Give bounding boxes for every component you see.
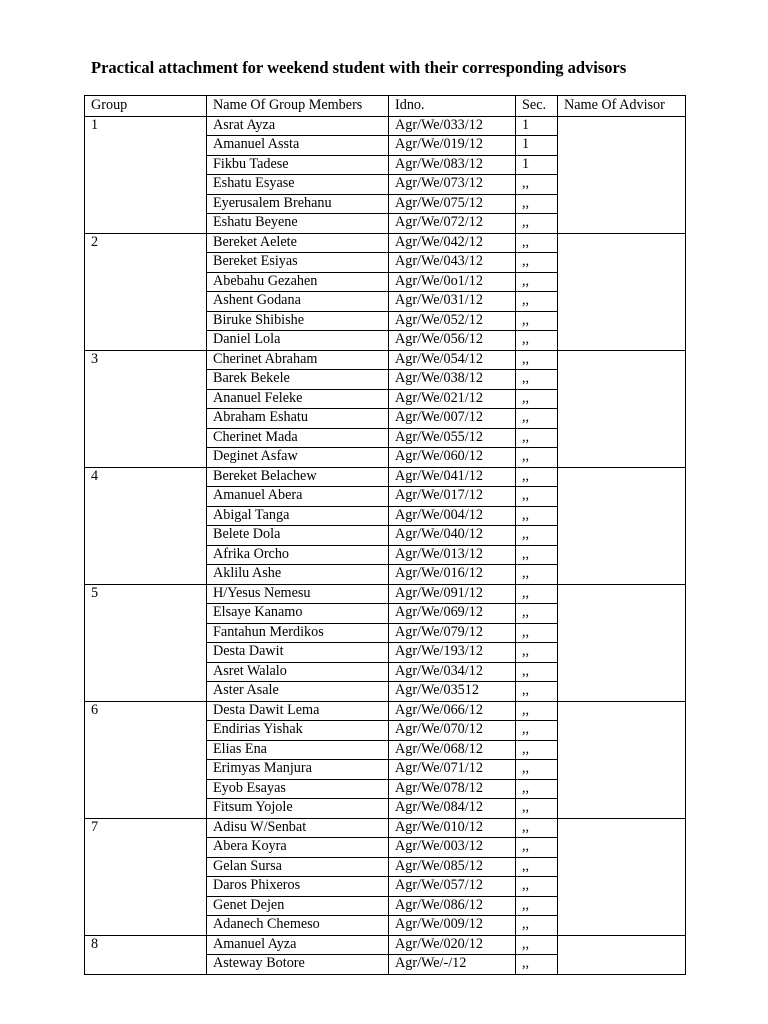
table-row — [85, 292, 686, 312]
member-section: 1 — [516, 155, 558, 175]
advisor-name — [558, 662, 686, 682]
member-idno: Agr/We/052/12 — [389, 311, 516, 331]
advisor-name — [558, 799, 686, 819]
member-idno: Agr/We/0o1/12 — [389, 272, 516, 292]
advisor-name — [558, 272, 686, 292]
table-row — [85, 623, 686, 643]
table-row — [85, 760, 686, 780]
member-name: Elsaye Kanamo — [207, 604, 389, 624]
member-section: ,, — [516, 428, 558, 448]
member-section: ,, — [516, 487, 558, 507]
advisor-name — [558, 175, 686, 195]
table-row — [85, 448, 686, 468]
group-number: 8 — [85, 935, 207, 955]
member-name: Afrika Orcho — [207, 545, 389, 565]
member-section: ,, — [516, 467, 558, 487]
table-row — [85, 155, 686, 175]
group-number — [85, 214, 207, 234]
member-section: ,, — [516, 292, 558, 312]
member-name: Bereket Belachew — [207, 467, 389, 487]
table-row — [85, 779, 686, 799]
member-idno: Agr/We/091/12 — [389, 584, 516, 604]
advisor-name — [558, 116, 686, 136]
member-name: Fantahun Merdikos — [207, 623, 389, 643]
member-section: ,, — [516, 838, 558, 858]
member-idno: Agr/We/004/12 — [389, 506, 516, 526]
page-title: Practical attachment for weekend student with their corresponding advisors — [91, 58, 627, 77]
member-section: ,, — [516, 370, 558, 390]
group-number — [85, 448, 207, 468]
member-section: ,, — [516, 175, 558, 195]
member-idno: Agr/We/03512 — [389, 682, 516, 702]
group-number — [85, 623, 207, 643]
member-section: ,, — [516, 448, 558, 468]
member-section: ,, — [516, 701, 558, 721]
table-body — [85, 116, 686, 974]
table-row — [85, 350, 686, 370]
member-idno: Agr/We/070/12 — [389, 721, 516, 741]
member-name: Desta Dawit Lema — [207, 701, 389, 721]
member-name: Barek Bekele — [207, 370, 389, 390]
group-number — [85, 857, 207, 877]
group-number — [85, 370, 207, 390]
table-row — [85, 916, 686, 936]
member-name: Fikbu Tadese — [207, 155, 389, 175]
group-number: 5 — [85, 584, 207, 604]
table-row — [85, 877, 686, 897]
table-row — [85, 955, 686, 975]
advisor-name — [558, 526, 686, 546]
header-name: Name Of Group Members — [207, 96, 389, 117]
member-section: ,, — [516, 272, 558, 292]
member-idno: Agr/We/078/12 — [389, 779, 516, 799]
table-row — [85, 896, 686, 916]
advisor-name — [558, 877, 686, 897]
group-number — [85, 136, 207, 156]
member-name: Eshatu Beyene — [207, 214, 389, 234]
member-idno: Agr/We/031/12 — [389, 292, 516, 312]
member-name: Cherinet Mada — [207, 428, 389, 448]
advisor-name — [558, 935, 686, 955]
group-number — [85, 389, 207, 409]
table-row — [85, 799, 686, 819]
group-number — [85, 194, 207, 214]
group-number — [85, 760, 207, 780]
member-section: ,, — [516, 389, 558, 409]
member-idno: Agr/We/034/12 — [389, 662, 516, 682]
member-section: ,, — [516, 799, 558, 819]
member-idno: Agr/We/193/12 — [389, 643, 516, 663]
group-number — [85, 799, 207, 819]
member-idno: Agr/We/055/12 — [389, 428, 516, 448]
table-row — [85, 136, 686, 156]
member-section: ,, — [516, 526, 558, 546]
table-row — [85, 701, 686, 721]
group-number — [85, 331, 207, 351]
member-section: ,, — [516, 721, 558, 741]
group-number: 2 — [85, 233, 207, 253]
group-number — [85, 292, 207, 312]
group-number — [85, 311, 207, 331]
member-section: ,, — [516, 935, 558, 955]
advisor-name — [558, 955, 686, 975]
header-sec: Sec. — [516, 96, 558, 117]
member-section: ,, — [516, 409, 558, 429]
member-idno: Agr/We/084/12 — [389, 799, 516, 819]
member-section: ,, — [516, 682, 558, 702]
member-name: Adisu W/Senbat — [207, 818, 389, 838]
group-number — [85, 409, 207, 429]
table-row — [85, 194, 686, 214]
group-number — [85, 487, 207, 507]
table-row — [85, 682, 686, 702]
group-number — [85, 955, 207, 975]
member-section: 1 — [516, 136, 558, 156]
advisor-name — [558, 136, 686, 156]
group-number — [85, 721, 207, 741]
member-name: Abera Koyra — [207, 838, 389, 858]
advisor-name — [558, 623, 686, 643]
member-section: ,, — [516, 760, 558, 780]
member-idno: Agr/We/003/12 — [389, 838, 516, 858]
member-idno: Agr/We/010/12 — [389, 818, 516, 838]
advisor-name — [558, 565, 686, 585]
table-row — [85, 175, 686, 195]
advisor-name — [558, 467, 686, 487]
header-group: Group — [85, 96, 207, 117]
member-section: ,, — [516, 565, 558, 585]
member-name: Abraham Eshatu — [207, 409, 389, 429]
member-section: ,, — [516, 818, 558, 838]
member-name: Endirias Yishak — [207, 721, 389, 741]
member-idno: Agr/We/054/12 — [389, 350, 516, 370]
member-name: Daros Phixeros — [207, 877, 389, 897]
member-name: H/Yesus Nemesu — [207, 584, 389, 604]
table-row — [85, 818, 686, 838]
member-section: ,, — [516, 740, 558, 760]
advisor-name — [558, 409, 686, 429]
member-section: 1 — [516, 116, 558, 136]
member-idno: Agr/We/068/12 — [389, 740, 516, 760]
advisor-name — [558, 740, 686, 760]
member-name: Asret Walalo — [207, 662, 389, 682]
member-idno: Agr/We/013/12 — [389, 545, 516, 565]
member-idno: Agr/We/072/12 — [389, 214, 516, 234]
member-idno: Agr/We/007/12 — [389, 409, 516, 429]
member-idno: Agr/We/066/12 — [389, 701, 516, 721]
advisor-name — [558, 292, 686, 312]
table-row — [85, 370, 686, 390]
member-section: ,, — [516, 643, 558, 663]
advisor-name — [558, 370, 686, 390]
member-section: ,, — [516, 779, 558, 799]
table-row — [85, 331, 686, 351]
member-section: ,, — [516, 623, 558, 643]
table-row — [85, 838, 686, 858]
member-name: Eyob Esayas — [207, 779, 389, 799]
member-idno: Agr/We/069/12 — [389, 604, 516, 624]
table-row — [85, 428, 686, 448]
advisor-name — [558, 857, 686, 877]
group-number — [85, 253, 207, 273]
member-name: Genet Dejen — [207, 896, 389, 916]
member-name: Desta Dawit — [207, 643, 389, 663]
member-idno: Agr/We/021/12 — [389, 389, 516, 409]
member-section: ,, — [516, 877, 558, 897]
member-section: ,, — [516, 604, 558, 624]
member-name: Fitsum Yojole — [207, 799, 389, 819]
table-row — [85, 935, 686, 955]
member-idno: Agr/We/042/12 — [389, 233, 516, 253]
group-number — [85, 506, 207, 526]
advisor-name — [558, 721, 686, 741]
header-row — [85, 96, 686, 117]
group-number — [85, 565, 207, 585]
table-row — [85, 740, 686, 760]
group-number — [85, 272, 207, 292]
member-idno: Agr/We/040/12 — [389, 526, 516, 546]
group-number — [85, 175, 207, 195]
member-name: Amanuel Ayza — [207, 935, 389, 955]
advisor-name — [558, 682, 686, 702]
member-section: ,, — [516, 331, 558, 351]
member-section: ,, — [516, 350, 558, 370]
table-row — [85, 604, 686, 624]
group-number — [85, 643, 207, 663]
table-row — [85, 409, 686, 429]
advisor-name — [558, 760, 686, 780]
member-name: Abigal Tanga — [207, 506, 389, 526]
advisor-name — [558, 604, 686, 624]
member-idno: Agr/We/085/12 — [389, 857, 516, 877]
advisor-name — [558, 584, 686, 604]
member-name: Adanech Chemeso — [207, 916, 389, 936]
group-number — [85, 838, 207, 858]
member-name: Bereket Esiyas — [207, 253, 389, 273]
group-number — [85, 526, 207, 546]
member-name: Bereket Aelete — [207, 233, 389, 253]
advisor-name — [558, 233, 686, 253]
member-section: ,, — [516, 233, 558, 253]
member-name: Abebahu Gezahen — [207, 272, 389, 292]
advisor-name — [558, 896, 686, 916]
member-name: Daniel Lola — [207, 331, 389, 351]
table-row — [85, 721, 686, 741]
member-name: Aklilu Ashe — [207, 565, 389, 585]
group-number — [85, 740, 207, 760]
table-row — [85, 233, 686, 253]
member-section: ,, — [516, 214, 558, 234]
table-row — [85, 311, 686, 331]
member-section: ,, — [516, 311, 558, 331]
group-number: 7 — [85, 818, 207, 838]
advisor-name — [558, 838, 686, 858]
group-number — [85, 896, 207, 916]
advisor-name — [558, 194, 686, 214]
group-number: 6 — [85, 701, 207, 721]
table-row — [85, 565, 686, 585]
advisor-name — [558, 643, 686, 663]
advisor-name — [558, 214, 686, 234]
member-section: ,, — [516, 506, 558, 526]
advisor-name — [558, 701, 686, 721]
table-row — [85, 857, 686, 877]
group-number — [85, 916, 207, 936]
member-idno: Agr/We/079/12 — [389, 623, 516, 643]
member-section: ,, — [516, 194, 558, 214]
member-section: ,, — [516, 955, 558, 975]
member-section: ,, — [516, 545, 558, 565]
table-row — [85, 526, 686, 546]
member-idno: Agr/We/019/12 — [389, 136, 516, 156]
member-idno: Agr/We/041/12 — [389, 467, 516, 487]
member-name: Biruke Shibishe — [207, 311, 389, 331]
member-idno: Agr/We/083/12 — [389, 155, 516, 175]
advisor-name — [558, 916, 686, 936]
member-name: Erimyas Manjura — [207, 760, 389, 780]
member-name: Ananuel Feleke — [207, 389, 389, 409]
member-name: Gelan Sursa — [207, 857, 389, 877]
table-row — [85, 487, 686, 507]
table-row — [85, 584, 686, 604]
advisor-name — [558, 350, 686, 370]
member-name: Asteway Botore — [207, 955, 389, 975]
table-row — [85, 467, 686, 487]
group-number — [85, 877, 207, 897]
group-number — [85, 155, 207, 175]
member-idno: Agr/We/038/12 — [389, 370, 516, 390]
member-idno: Agr/We/071/12 — [389, 760, 516, 780]
member-section: ,, — [516, 916, 558, 936]
member-name: Amanuel Assta — [207, 136, 389, 156]
advisor-name — [558, 155, 686, 175]
member-idno: Agr/We/017/12 — [389, 487, 516, 507]
table-row — [85, 662, 686, 682]
member-section: ,, — [516, 896, 558, 916]
advisor-table — [84, 95, 686, 975]
member-name: Eshatu Esyase — [207, 175, 389, 195]
advisor-name — [558, 487, 686, 507]
table-row — [85, 272, 686, 292]
member-idno: Agr/We/060/12 — [389, 448, 516, 468]
table-row — [85, 116, 686, 136]
member-idno: Agr/We/020/12 — [389, 935, 516, 955]
group-number — [85, 545, 207, 565]
member-idno: Agr/We/016/12 — [389, 565, 516, 585]
advisor-name — [558, 389, 686, 409]
advisor-name — [558, 779, 686, 799]
member-name: Ashent Godana — [207, 292, 389, 312]
member-name: Cherinet Abraham — [207, 350, 389, 370]
member-idno: Agr/We/009/12 — [389, 916, 516, 936]
member-name: Amanuel Abera — [207, 487, 389, 507]
member-name: Deginet Asfaw — [207, 448, 389, 468]
group-number: 4 — [85, 467, 207, 487]
group-number: 3 — [85, 350, 207, 370]
member-idno: Agr/We/075/12 — [389, 194, 516, 214]
advisor-name — [558, 818, 686, 838]
member-name: Eyerusalem Brehanu — [207, 194, 389, 214]
member-name: Belete Dola — [207, 526, 389, 546]
table-row — [85, 389, 686, 409]
group-number — [85, 682, 207, 702]
table-row — [85, 214, 686, 234]
header-idno: Idno. — [389, 96, 516, 117]
member-section: ,, — [516, 253, 558, 273]
advisor-name — [558, 545, 686, 565]
member-idno: Agr/We/043/12 — [389, 253, 516, 273]
member-name: Aster Asale — [207, 682, 389, 702]
member-name: Elias Ena — [207, 740, 389, 760]
table-row — [85, 253, 686, 273]
advisor-name — [558, 253, 686, 273]
member-section: ,, — [516, 584, 558, 604]
header-advisor: Name Of Advisor — [558, 96, 686, 117]
member-idno: Agr/We/056/12 — [389, 331, 516, 351]
advisor-name — [558, 448, 686, 468]
member-idno: Agr/We/073/12 — [389, 175, 516, 195]
member-section: ,, — [516, 662, 558, 682]
advisor-name — [558, 331, 686, 351]
group-number — [85, 428, 207, 448]
table-row — [85, 545, 686, 565]
member-idno: Agr/We/-/12 — [389, 955, 516, 975]
advisor-name — [558, 428, 686, 448]
member-idno: Agr/We/057/12 — [389, 877, 516, 897]
group-number — [85, 779, 207, 799]
member-idno: Agr/We/086/12 — [389, 896, 516, 916]
advisor-name — [558, 506, 686, 526]
member-section: ,, — [516, 857, 558, 877]
table-row — [85, 506, 686, 526]
group-number — [85, 604, 207, 624]
member-name: Asrat Ayza — [207, 116, 389, 136]
advisor-name — [558, 311, 686, 331]
group-number — [85, 662, 207, 682]
group-number: 1 — [85, 116, 207, 136]
table-row — [85, 643, 686, 663]
member-idno: Agr/We/033/12 — [389, 116, 516, 136]
